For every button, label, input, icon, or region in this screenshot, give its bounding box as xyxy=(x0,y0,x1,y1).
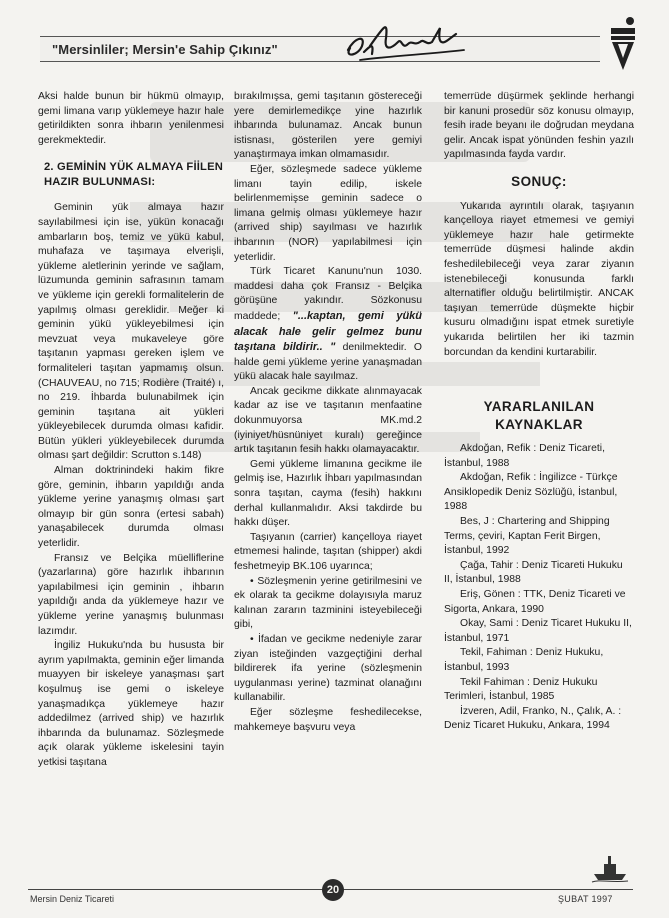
page-header xyxy=(40,14,640,76)
reference-item: İzveren, Adil, Franko, N., Çalık, A. : Deniz Ticaret Hukuku, Ankara, 1994 xyxy=(444,705,622,732)
column-3 xyxy=(444,90,634,734)
reference-item: Eriş, Gönen : TTK, Deniz Ticareti ve Sigorta, Ankara, 1990 xyxy=(444,589,626,615)
paragraph-text: Türk Ticaret Kanunu'nun 1030. maddesi daha çok Fransız - Belçika görüşüne yakındır. Sözkonusu maddede; xyxy=(234,266,422,322)
page-number: 20 xyxy=(322,879,344,901)
section-heading: 2. GEMİNİN YÜK ALMAYA FİİLEN HAZIR BULUNMASI: xyxy=(44,161,224,188)
reference-item: Akdoğan, Refik : İngilizce - Türkçe Ansiklopedik Deniz Sözlüğü, İstanbul, 1988 xyxy=(444,472,618,513)
paragraph: Alman doktrinindeki hakim fikre göre, geminin, ihbarın yapıldığı anda yükleme yerine yanaşmış olması şart olmayıp bir gün sonra (ertesi sabah) yanaşabilecek durumda olması yeterlidir. xyxy=(38,465,224,550)
header-slogan: "Mersinliler; Mersin'e Sahip Çıkınız" xyxy=(52,42,278,57)
paragraph: Geminin yük almaya hazır sayılabilmesi için ise, yükün konacağı ambarların boş, temiz ve yükü kabul, muhafaza ve taşımaya elverişli, yükleme aletlerinin yerinde ve sağlam, lüzumunda geminin safrasının tamam ve yükleme için gerekli formalitelerin de yapılmış olması gereklidir. Meğer ki geminin yükü yükleyebilmesi için mevzuat veya mukaveleye göre taşıtanın yapması gereken işlem ve formaliteleri taşıtan yapmamış olsun. (CHAUVEAU, no 715; Rodière (Traité) ı, no 219. İhbarda bulunabilmek için geminin taşıtana ait yükleri yükleyebilecek durumda olması kafidir. Bütün yükleri yükleyebilecek durumda olması şart değildir: Scrutton s.148) xyxy=(38,202,224,462)
footer-date: ŞUBAT 1997 xyxy=(558,894,613,904)
conclusion-title: SONUÇ: xyxy=(511,173,567,189)
paragraph: temerrüde düşürmek şeklinde herhangi bir kanuni prosedür söz konusu olmayıp, fesih irade beyanı ile doğrudan meydana gelir. Ancak ispat yönünden feshin yazılı yapılmasında fayda vardır. xyxy=(444,91,634,161)
references-title xyxy=(444,398,634,434)
paragraph: Aksi halde bunun bir hükmü olmayıp, gemi limana varıp yüklemeye hazır hale getirildikten sonra ihbarın yenilenmesi gerekmektedir. xyxy=(38,91,224,146)
column-1 xyxy=(38,90,224,771)
reference-item: Bes, J : Chartering and Shipping Terms, çeviri, Kaptan Ferit Birgen, İstanbul, 1992 xyxy=(444,516,610,557)
paragraph xyxy=(234,265,422,385)
signature-icon xyxy=(340,16,470,70)
footer-publication: Mersin Deniz Ticareti xyxy=(30,894,115,904)
paragraph: Eğer sözleşme feshedilecekse, mahkemeye başvuru veya xyxy=(234,706,422,733)
paragraph: Fransız ve Belçika müelliflerine (yazarlarına) göre hazırlık ihbarının yapılabilmesi için geminin , ihbarın yapıldığı anda da yüklemeye hazır ve yükleme yerine yanaşmış bulunması lazımdır. xyxy=(38,552,224,637)
logo-icon xyxy=(608,14,638,74)
paragraph: Ancak gecikme dikkate alınmayacak kadar az ise ve taşıtanın menfaatine dokunmuyorsa MK.md.2 (iyiniyet/hüsnüniyet kuralı) gereğince artık taşıtanın fesih hakkı olamayacaktır. xyxy=(234,385,422,456)
column-2 xyxy=(234,90,422,735)
law-quote: "...kaptan, gemi yükü alacak hale gelir gelmez bunu taşıtana bildirir.. " xyxy=(234,309,423,354)
paragraph: Yukarıda ayrıntılı olarak, taşıyanın kançelloya riayet etmemesi ve gemiyi yüklemeye hazır hale getirmekte temerrüde düşmesi halinde akdin feshedilebileceği veya zarar ziyanın istenebileceği konusunda farklı alternatifler olduğu belirtilmiştir. ANCAK taşıyan temerrüde düşmekte hiçbir kusuru olmadığını ispat etmek suretiyle yukarıda belirtilen her iki tazmin borcundan da kendini kurtarabilir. xyxy=(444,200,634,358)
paragraph: Gemi yükleme limanına gecikme ile gelmiş ise, Hazırlık İhbarı yapılmasından sonra taşıtan, cayma (fesih) hakkını derhal kullanmalıdır. Aksi takdirde bu hakkı düşer. xyxy=(234,458,422,529)
paragraph: Eğer, sözleşmede sadece yükleme limanı tayin edilip, iskele belirlenmemişse geminin sadece o limana gelmiş olması yüklemeye hazır (arrived ship) sayılması ve hazırlık ihbarının (NOR) yapılabilmesi için yeterlidir. xyxy=(234,163,422,263)
reference-item: Tekil, Fahiman : Deniz Hukuku, İstanbul, 1993 xyxy=(444,647,604,673)
reference-item: Akdoğan, Refik : Deniz Ticareti, İstanbul, 1988 xyxy=(444,443,605,469)
ship-icon xyxy=(590,848,630,884)
reference-item: Okay, Sami : Deniz Ticaret Hukuku II, İstanbul, 1971 xyxy=(444,618,632,644)
header-bar xyxy=(40,36,600,62)
paragraph-text: denilmektedir. O halde gemi yükleme yerine yanaşmadan yükü alacak hale sayılmaz. xyxy=(234,342,423,383)
references-title-line-1: YARARLANILAN xyxy=(483,399,595,415)
reference-item: Tekil Fahiman : Deniz Hukuku Terimleri, İstanbul, 1985 xyxy=(444,676,598,703)
bullet-item: • Sözleşmenin yerine getirilmesini ve ek olarak ta gecikme dolayısıyla maruz kalınan zararın tazminini isteyebileceği gibi, xyxy=(234,575,422,631)
paragraph: İngiliz Hukuku'nda bu hususta bir ayrım yapılmakta, geminin eğer limanda muayyen bir iskeleye yanaşması şart koşulmuş ise gemi o iskeleye yanaşmadıkça yüklemeye hazır addedilmez (arrived ship) ve hazırlık ihbarında da bulunamaz. Sözleşmede açık olarak yükleme iskelesini tayin yetkisi taşıtana xyxy=(38,640,224,768)
bullet-item: • İfadan ve gecikme nedeniyle zarar ziyan isteğinden vazgeçtiğini derhal bildirerek ifa yerine (sözleşmenin uygulanması yerine) tazminat olanağını kullanabilir. xyxy=(234,633,422,704)
paragraph: bırakılmışsa, gemi taşıtanın göstereceği yere demirlemedikçe yine hazırlık ihbarında bulunamaz. Ancak bunun istisnası, gösterilen yere gemiyi yanaştırmaya imkan olmamasıdır. xyxy=(234,91,422,161)
paragraph: Taşıyanın (carrier) kançelloya riayet etmemesi halinde, taşıtan (shipper) akdi feshetmeyip BK.106 uyarınca; xyxy=(234,531,422,572)
references-title-line-2: KAYNAKLAR xyxy=(495,417,583,433)
reference-item: Çağa, Tahir : Deniz Ticareti Hukuku II, İstanbul, 1988 xyxy=(444,559,623,586)
